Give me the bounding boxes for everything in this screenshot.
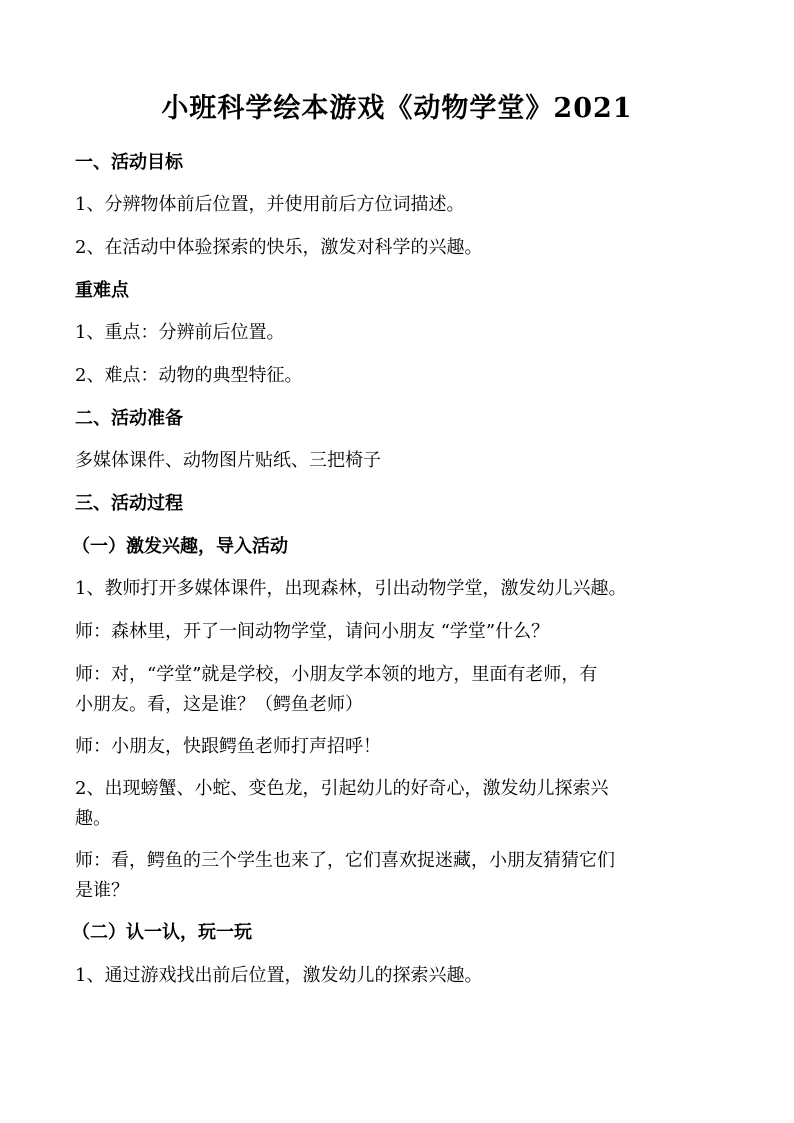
process-paragraph-3-line-2: 小朋友。看，这是谁？（鳄鱼老师） — [75, 694, 363, 715]
key-point-2: 2、难点：动物的典型特征。 — [75, 365, 303, 386]
process-paragraph-6-line-2: 是谁？ — [75, 880, 129, 901]
process-paragraph-3-line-1: 师：对，“学堂”就是学校，小朋友学本领的地方，里面有老师，有 — [75, 664, 598, 685]
process-paragraph-1: 1、教师打开多媒体课件，出现森林，引出动物学堂，激发幼儿兴趣。 — [75, 578, 627, 599]
process-paragraph-5-line-1: 2、出现螃蟹、小蛇、变色龙，引起幼儿的好奇心，激发幼儿探索兴 — [75, 778, 609, 799]
document-title: 小班科学绘本游戏《动物学堂》2021 — [161, 93, 633, 124]
process-paragraph-5-line-2: 趣。 — [75, 808, 111, 829]
section-heading-key-points: 重难点 — [75, 280, 129, 301]
process-paragraph-2: 师：森林里，开了一间动物学堂，请问小朋友 “学堂”什么？ — [75, 621, 550, 642]
process-paragraph-4: 师：小朋友，快跟鳄鱼老师打声招呼！ — [75, 736, 381, 757]
goal-item-2: 2、在活动中体验探索的快乐，激发对科学的兴趣。 — [75, 237, 483, 258]
process-paragraph-6-line-1: 师：看，鳄鱼的三个学生也来了，它们喜欢捉迷藏，小朋友猜猜它们 — [75, 850, 615, 871]
process-paragraph-7: 1、通过游戏找出前后位置，激发幼儿的探索兴趣。 — [75, 965, 483, 986]
goal-item-1: 1、分辨物体前后位置，并使用前后方位词描述。 — [75, 194, 465, 215]
subsection-heading-part-2: （二）认一认，玩一玩 — [72, 922, 252, 943]
section-heading-process: 三、活动过程 — [75, 493, 183, 514]
preparation-text: 多媒体课件、动物图片贴纸、三把椅子 — [75, 450, 381, 471]
key-point-1: 1、重点：分辨前后位置。 — [75, 322, 285, 343]
section-heading-preparation: 二、活动准备 — [75, 408, 183, 429]
subsection-heading-part-1: （一）激发兴趣，导入活动 — [72, 536, 288, 557]
section-heading-goals: 一、活动目标 — [75, 152, 183, 173]
